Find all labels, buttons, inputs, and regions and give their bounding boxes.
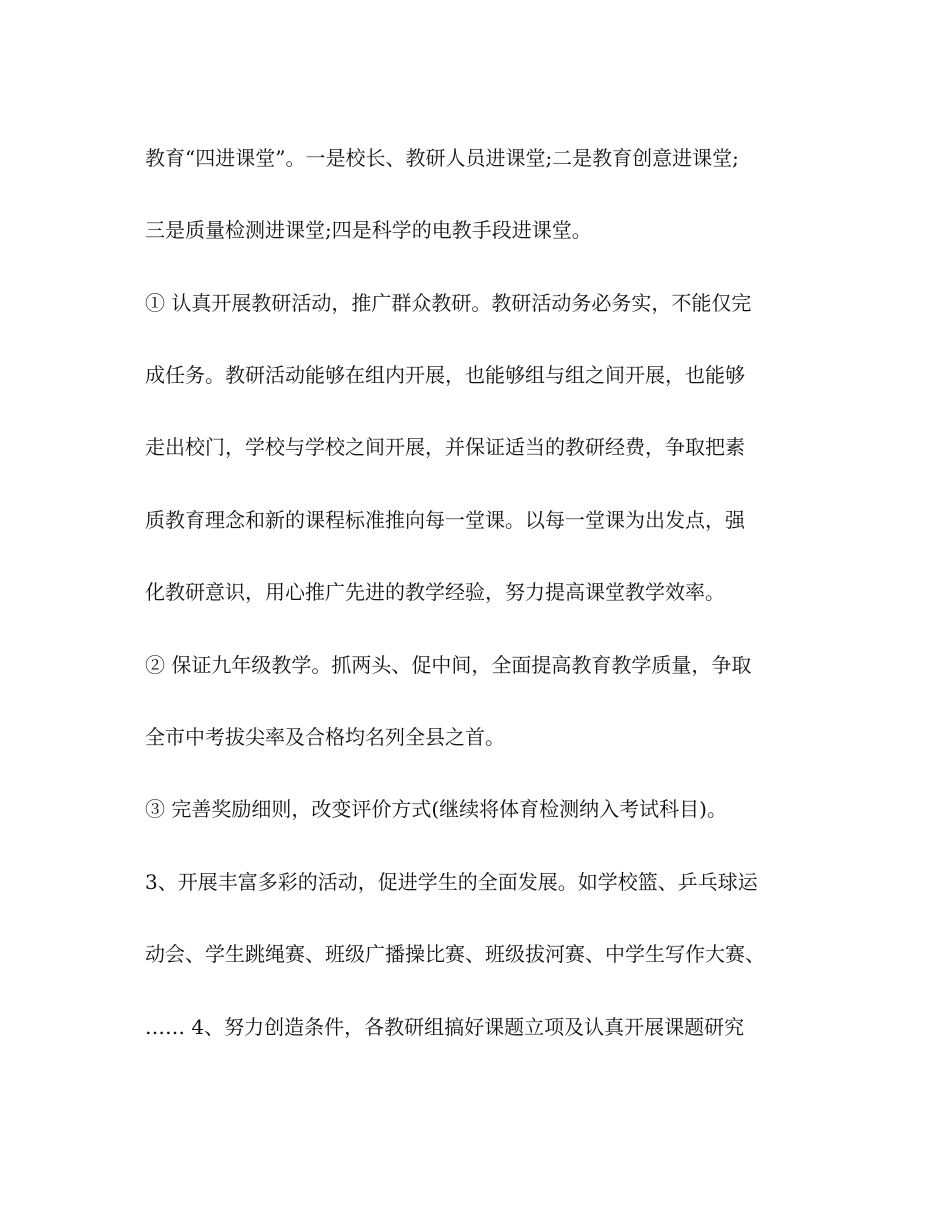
text-line-7: 化教研意识，用心推广先进的教学经验，努力提高课堂教学效率。 — [145, 580, 725, 604]
text-line-12: 动会、学生跳绳赛、班级广播操比赛、班级拔河赛、中学生写作大赛、 — [145, 942, 765, 966]
text-line-1: 教育“四进课堂”。一是校长、教研人员进课堂;二是教育创意进课堂; — [145, 146, 739, 170]
text-line-11: 3、开展丰富多彩的活动，促进学生的全面发展。如学校篮、乒乓球运 — [145, 870, 758, 894]
text-line-9: 全市中考拔尖率及合格均名列全县之首。 — [145, 725, 505, 749]
text-line-10: ③ 完善奖励细则，改变评价方式(继续将体育检测纳入考试科目)。 — [145, 797, 727, 821]
text-line-4: 成任务。教研活动能够在组内开展，也能够组与组之间开展，也能够 — [145, 363, 745, 387]
text-line-8: ② 保证九年级教学。抓两头、促中间，全面提高教育教学质量，争取 — [145, 653, 752, 677]
text-line-3: ① 认真开展教研活动，推广群众教研。教研活动务必务实，不能仅完 — [145, 291, 752, 315]
text-line-13: …… 4、努力创造条件，各教研组搞好课题立项及认真开展课题研究 — [145, 1015, 745, 1039]
text-line-5: 走出校门，学校与学校之间开展，并保证适当的教研经费，争取把素 — [145, 435, 745, 459]
text-line-2: 三是质量检测进课堂;四是科学的电教手段进课堂。 — [145, 218, 592, 242]
text-line-6: 质教育理念和新的课程标准推向每一堂课。以每一堂课为出发点，强 — [145, 508, 745, 532]
